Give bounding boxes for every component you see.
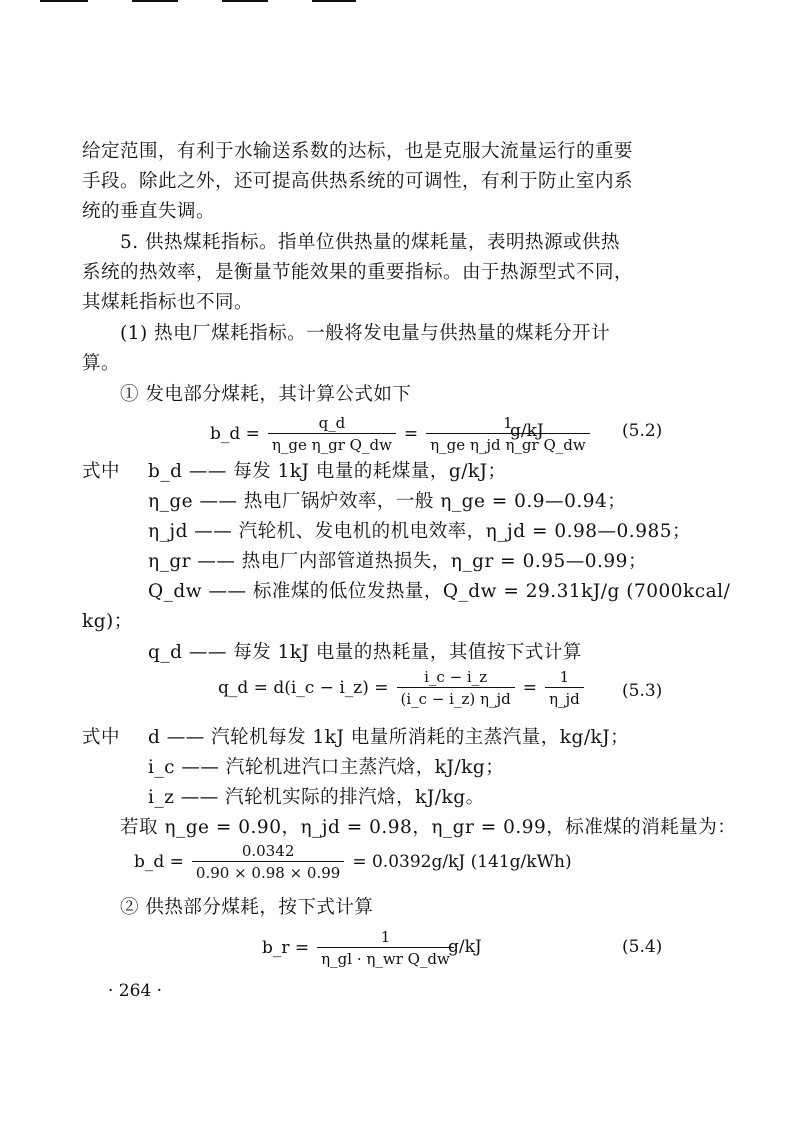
equals-sign: = — [403, 424, 419, 444]
paragraph-line: 统的垂直失调。 — [82, 201, 216, 222]
fraction-numerator: 0.0342 — [241, 842, 295, 860]
paragraph-line: 5. 供热煤耗指标。指单位供热量的煤耗量，表明热源或供热 — [120, 232, 621, 253]
paragraph-line: 其煤耗指标也不同。 — [82, 292, 254, 313]
definition-item: q_d —— 每发 1kJ 电量的热耗量，其值按下式计算 — [148, 642, 582, 663]
fraction — [426, 414, 590, 454]
definition-item: η_ge —— 热电厂锅炉效率，一般 η_ge = 0.9—0.94； — [148, 491, 627, 512]
definition-item: η_jd —— 汽轮机、发电机的机电效率，η_jd = 0.98—0.985； — [148, 521, 692, 542]
equation-unit: g/kJ — [510, 421, 544, 441]
top-rule-2 — [132, 0, 178, 2]
fraction-denominator: η_jd — [545, 687, 584, 708]
fraction-numerator: 1 — [380, 928, 391, 946]
fraction-numerator: i_c − i_z — [424, 668, 488, 686]
fraction-numerator: q_d — [318, 414, 346, 432]
equation-lhs: b_r = — [262, 938, 310, 958]
fraction — [545, 668, 584, 708]
fraction — [317, 928, 454, 968]
equation-5-3 — [214, 668, 588, 708]
fraction-denominator: η_gl · η_wr Q_dw — [317, 947, 454, 968]
equation-number: (5.2) — [622, 421, 663, 441]
definition-continuation: kg)； — [82, 611, 133, 632]
equals-sign: = — [522, 678, 537, 698]
fraction-numerator: 1 — [503, 414, 513, 432]
top-rule-3 — [222, 0, 268, 2]
equation-rhs: = 0.0392g/kJ (141g/kWh) — [352, 852, 572, 872]
fraction-denominator: η_ge η_gr Q_dw — [268, 433, 396, 454]
equation-lhs: q_d = d(i_c − i_z) = — [218, 678, 389, 698]
fraction — [268, 414, 396, 454]
paragraph-line: ① 发电部分煤耗，其计算公式如下 — [120, 384, 412, 405]
paragraph-line: 系统的热效率，是衡量节能效果的重要指标。由于热源型式不同， — [82, 262, 634, 283]
definition-item: η_gr —— 热电厂内部管道热损失，η_gr = 0.95—0.99； — [148, 551, 647, 572]
paragraph-line: 手段。除此之外，还可提高供热系统的可调性，有利于防止室内系 — [82, 171, 634, 192]
definition-item: i_z —— 汽轮机实际的排汽焓，kJ/kg。 — [148, 787, 485, 808]
paragraph-line: (1) 热电厂煤耗指标。一般将发电量与供热量的煤耗分开计 — [120, 323, 611, 344]
example-text: 若取 η_ge = 0.90，η_jd = 0.98，η_gr = 0.99，标准煤的消耗量为： — [120, 817, 737, 838]
definition-item: Q_dw —— 标准煤的低位发热量，Q_dw = 29.31kJ/g (7000kcal/ — [148, 581, 731, 602]
equation-number: (5.4) — [622, 937, 663, 957]
fraction-denominator: (i_c − i_z) η_jd — [397, 687, 515, 708]
equation-lhs: b_d = — [210, 424, 260, 444]
top-rule-4 — [312, 0, 356, 2]
paragraph-line: 算。 — [82, 353, 121, 374]
definition-item: i_c —— 汽轮机进汽口主蒸汽焓，kJ/kg； — [148, 757, 505, 778]
definition-item: d —— 汽轮机每发 1kJ 电量所消耗的主蒸汽量，kg/kJ； — [148, 727, 630, 748]
where-label: 式中 — [82, 461, 121, 482]
page-number: · 264 · — [108, 981, 163, 1001]
fraction — [192, 842, 344, 882]
fraction — [397, 668, 515, 708]
equation-example — [130, 842, 576, 882]
equation-lhs: b_d = — [134, 852, 184, 872]
equation-unit: g/kJ — [448, 937, 482, 957]
where-label: 式中 — [82, 727, 121, 748]
top-rule-1 — [40, 0, 88, 2]
paragraph-line: ② 供热部分煤耗，按下式计算 — [120, 897, 374, 918]
equation-number: (5.3) — [622, 681, 663, 701]
paragraph-line: 给定范围，有利于水输送系数的达标，也是克服大流量运行的重要 — [82, 141, 634, 162]
fraction-denominator: 0.90 × 0.98 × 0.99 — [192, 861, 344, 882]
fraction-numerator: 1 — [559, 668, 570, 686]
fraction-denominator: η_ge η_jd η_gr Q_dw — [426, 433, 590, 454]
equation-5-4 — [258, 928, 458, 968]
definition-item: b_d —— 每发 1kJ 电量的耗煤量，g/kJ； — [148, 461, 507, 482]
